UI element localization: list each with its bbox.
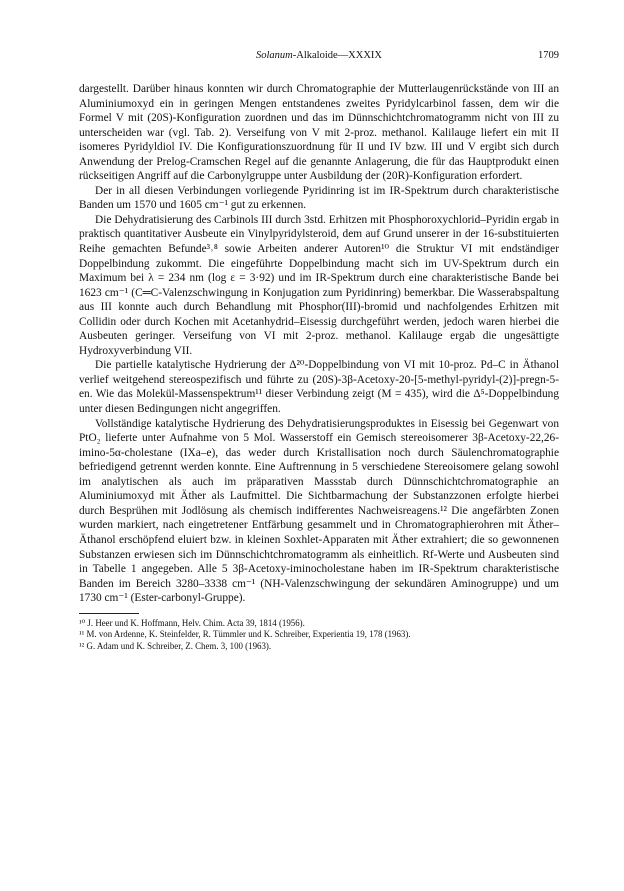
running-title-italic: Solanum [256, 50, 293, 61]
running-title-rest: -Alkaloide—XXXIX [292, 50, 382, 61]
footnote-11: ¹¹ M. von Ardenne, K. Steinfelder, R. Tümmler und K. Schreiber, Experientia 19, 178 (1963). [79, 629, 411, 640]
running-title [79, 50, 559, 61]
footnote-12: ¹² G. Adam und K. Schreiber, Z. Chem. 3, 100 (1963). [79, 640, 272, 651]
running-header [79, 50, 559, 68]
paragraph-2: Der in all diesen Verbindungen vorliegende Pyridinring ist im IR-Spektrum durch charakteristische Banden um 1570 und 1605 cm⁻¹ gut zu erkennen. [79, 184, 559, 212]
body-text [79, 82, 559, 606]
footnote-10: ¹⁰ J. Heer und K. Hoffmann, Helv. Chim. Acta 39, 1814 (1956). [79, 617, 305, 628]
footnotes [79, 618, 559, 652]
paragraph-4: Die partielle katalytische Hydrierung der Δ²⁰-Doppelbindung von VI mit 10-proz. Pd–C in Äthanol verlief weitgehend stereospezifisch und führte zu (20S)-3β-Acetoxy-20-[5-methyl-pyridyl-(2)]-pregn-5-en. Wie das Molekül-Massenspektrum¹¹ dieser Verbindung zeigt (M = 435), wird die Δ⁵-Doppelbindung unter diesen Bedingungen nicht angegriffen. [79, 359, 559, 416]
paragraph-1: dargestellt. Darüber hinaus konnten wir durch Chromatographie der Mutterlaugenrückstände von III an Aluminiumoxyd ein in geringen Mengen entstandenes zweites Pyridylcarbinol fassen, dem wir die Formel V mit (20S)-Konfiguration zuordnen und das im Dünnschichtchromatogramm nicht von III zu unterscheiden war (vgl. Tab. 2). Verseifung von V mit 2-proz. methanol. Kalilauge liefert ein mit II isomeres Pyridyldiol IV. Die Konfigurationszuordnung für II und IV bzw. III und V ergibt sich durch Anwendung der Prelog-Cramschen Regel auf die genannte Anlagerung, die für das Hauptprodukt einen rückseitigen Angriff auf die Carbonylgruppe unter Ausbildung der (20R)-Konfiguration erfordert. [79, 83, 559, 183]
footnote-rule [79, 613, 139, 614]
paragraph-3: Die Dehydratisierung des Carbinols III durch 3std. Erhitzen mit Phosphoroxychlorid–Pyridin ergab in praktisch quantitativer Ausbeute ein Vinylpyridylsteroid, dem auf Grund unserer in der 16-substituierten Reihe gemachten Befunde³˒⁸ sowie Arbeiten anderer Autoren¹⁰ die Struktur VI mit endständiger Doppelbindung zukommt. Die eingeführte Doppelbindung macht sich im UV-Spektrum durch ein Maximum bei λ = 234 nm (log ε = 3·92) und im IR-Spektrum durch eine charakteristische Bande bei 1623 cm⁻¹ (C═C-Valenzschwingung in Konjugation zum Pyridinring) bemerkbar. Die Wasserabspaltung aus III konnte auch durch Behandlung mit Phosphor(III)-bromid und nachfolgendes Erhitzen mit Collidin oder durch Kochen mit Acetanhydrid–Eisessig durchgeführt werden, jedoch waren hierbei die Ausbeuten geringer. Verseifung von VI mit 2-proz. methanol. Kalilauge ergab die ungesättigte Hydroxyverbindung VII. [79, 213, 559, 357]
paragraph-5: Vollständige katalytische Hydrierung des Dehydratisierungsproduktes in Eisessig bei Gegenwart von PtO₂ lieferte unter Aufnahme von 5 Mol. Wasserstoff ein Gemisch stereoisomerer 3β-Acetoxy-22,26-imino-5α-cholestane (IXa–e), das weder durch Kristallisation noch durch Säulenchromatographie befriedigend getrennt werden konnte. Eine Auftrennung in 5 verschiedene Stereoisomere gelang sowohl im analytischen als auch im präparativen Massstab durch Dünnschichtchromatographie an Aluminiumoxyd mit Äther als Laufmittel. Die Sichtbarmachung der Substanzzonen erfolgte hierbei durch Besprühen mit Jodlösung als chemisch indifferentes Nachweisreagens.¹² Die angefärbten Zonen wurden markiert, nach eingetretener Entfärbung gesammelt und in Chromatographierohren mit Äther–Äthanol erschöpfend eluiert bzw. in kleinen Soxhlet-Apparaten mit Äther extrahiert; die so gewonnenen Substanzen erwiesen sich im Dünnschichtchromatogramm als einheitlich. Rf-Werte und Ausbeuten sind in Tabelle 1 angegeben. Alle 5 3β-Acetoxy-iminocholestane haben im IR-Spektrum charakteristische Banden im Bereich 3280–3338 cm⁻¹ (NH-Valenzschwingung der sekundären Aminogruppe) und um 1730 cm⁻¹ (Ester-carbonyl-Gruppe). [79, 417, 559, 605]
page-number: 1709 [538, 50, 559, 61]
page [79, 50, 559, 652]
